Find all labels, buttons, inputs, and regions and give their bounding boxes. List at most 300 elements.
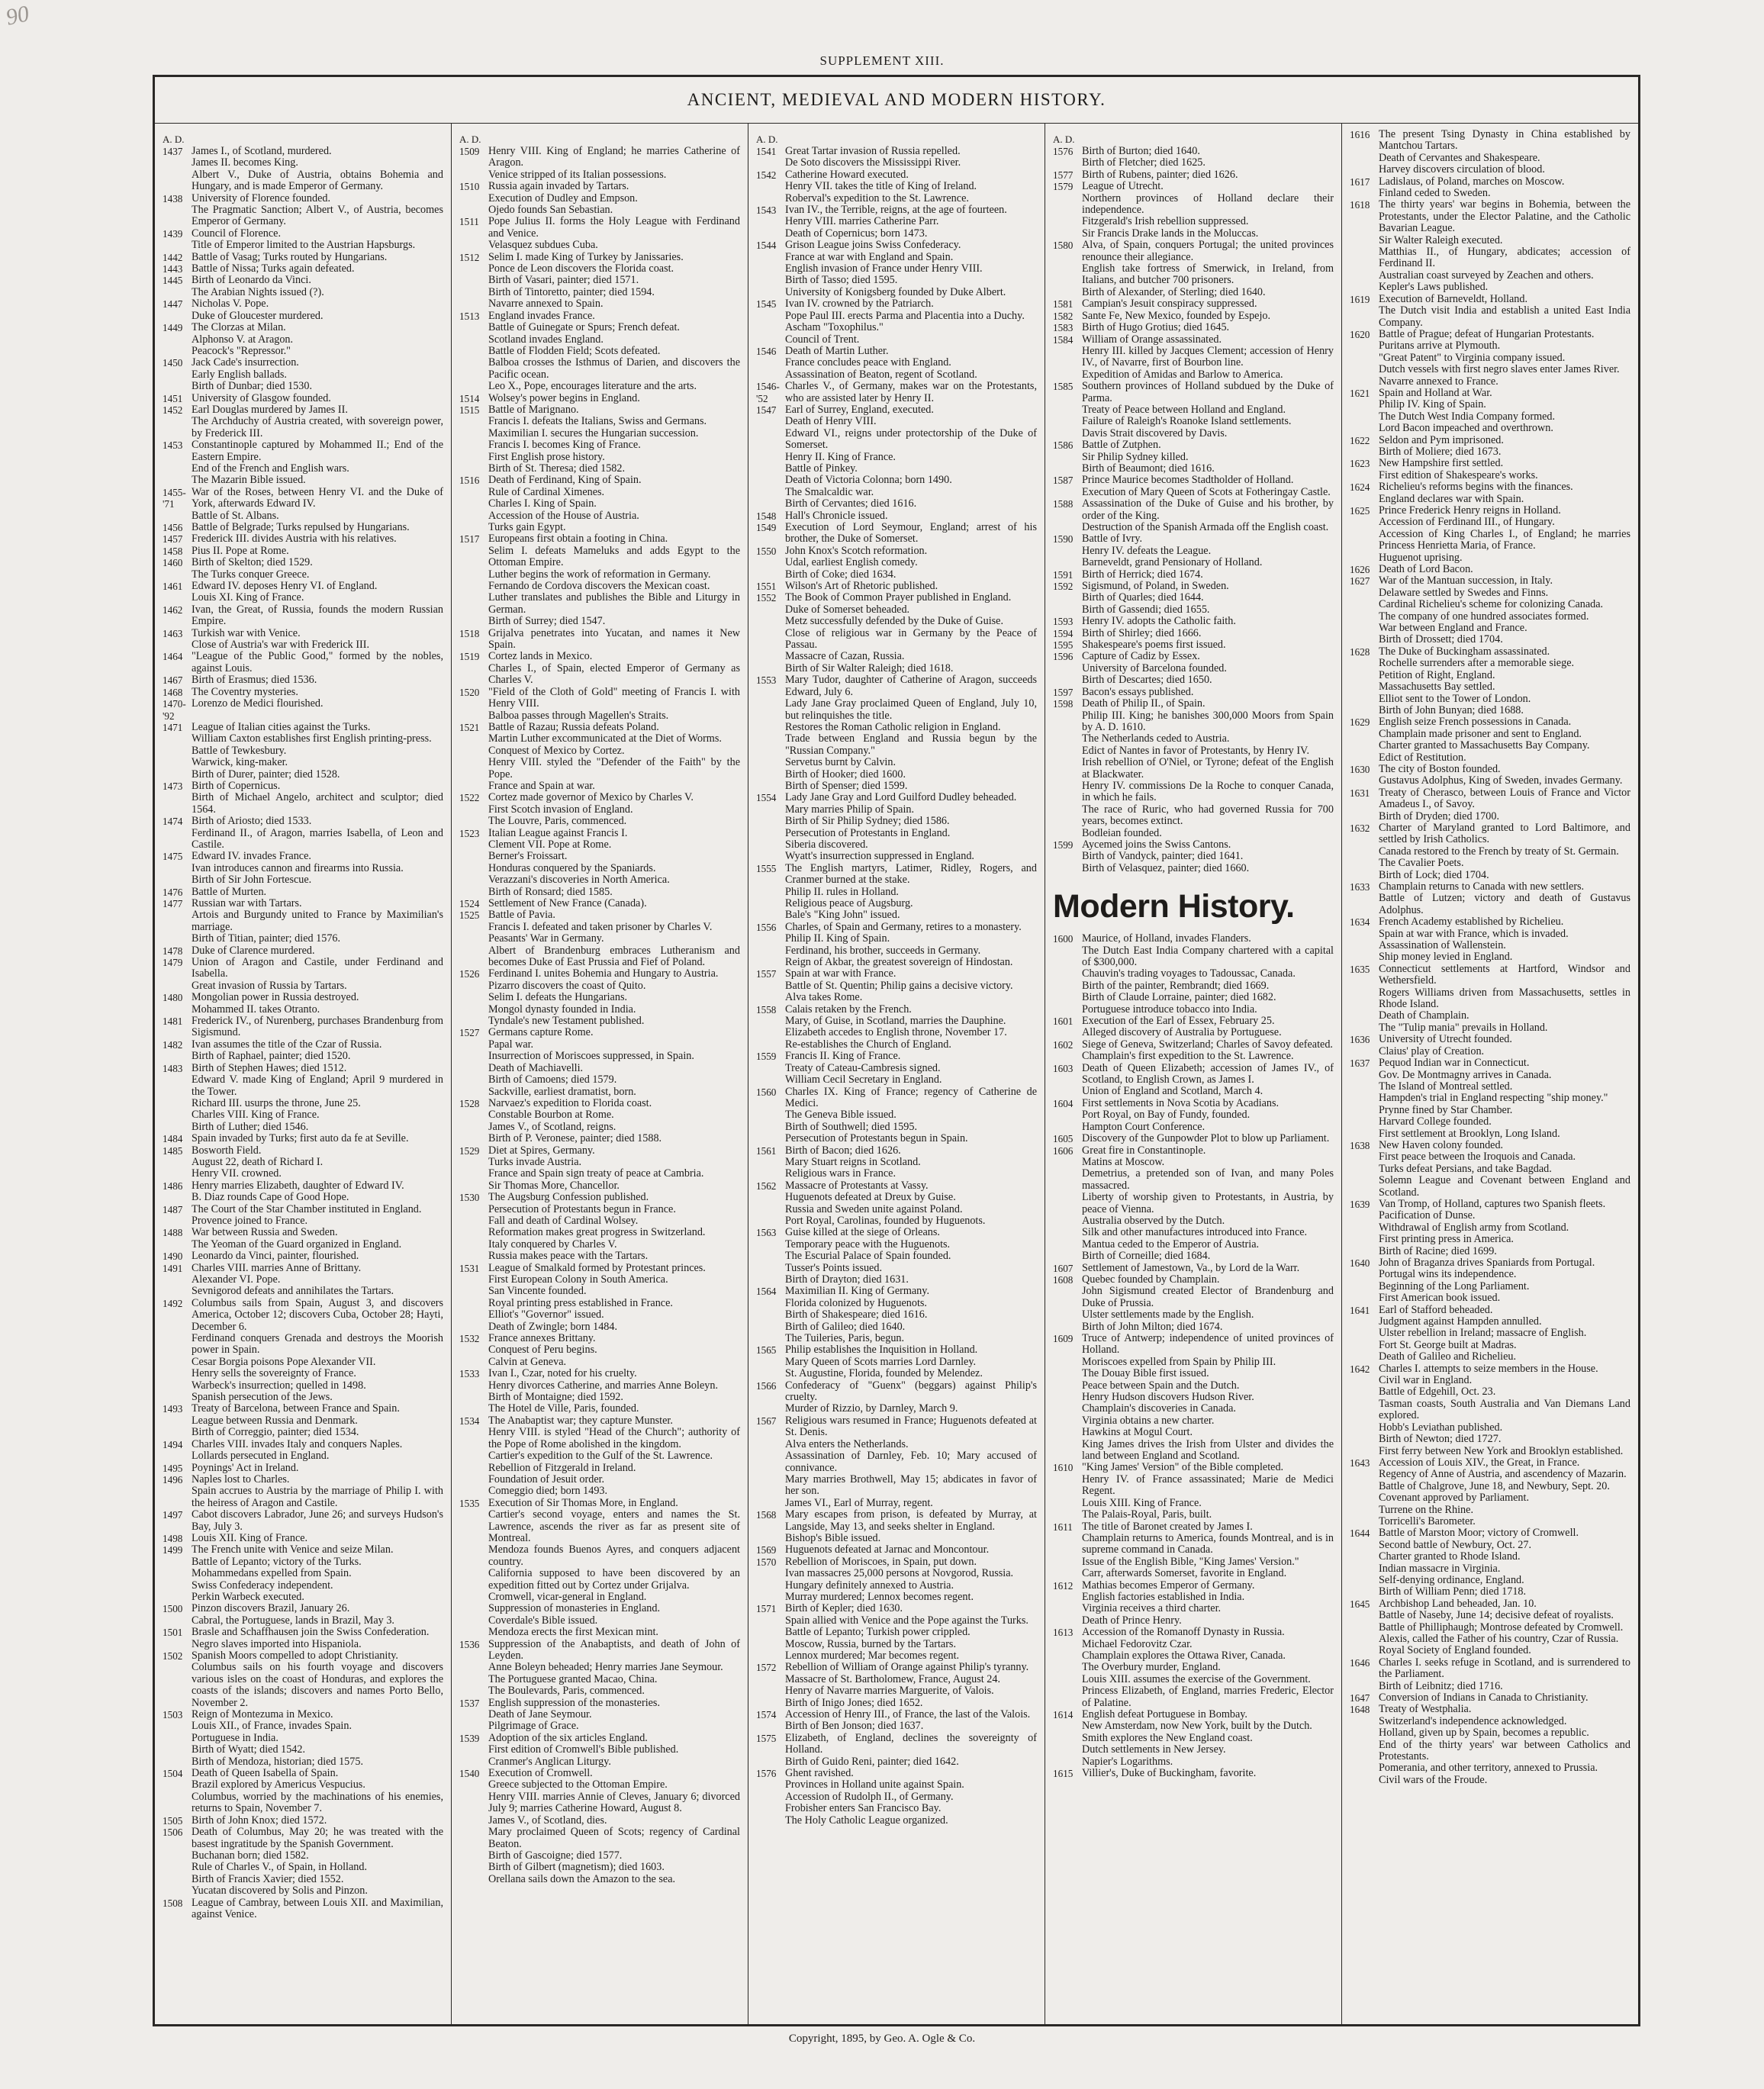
entry-year bbox=[756, 416, 785, 427]
entry-text: Birth of Shirley; died 1666. bbox=[1082, 626, 1202, 639]
entry-text: Henry VII. crowned. bbox=[192, 1167, 282, 1180]
entry-year bbox=[459, 1357, 488, 1368]
page-number: 90 bbox=[3, 1, 31, 31]
entry-text: Mendoza erects the first Mexican mint. bbox=[488, 1626, 658, 1639]
history-entry bbox=[1053, 546, 1334, 557]
history-entry bbox=[756, 263, 1037, 275]
entry-text: Michael Fedorovitz Czar. bbox=[1082, 1637, 1193, 1650]
history-entry bbox=[1053, 1333, 1334, 1357]
entry-year bbox=[459, 1157, 488, 1168]
entry-text: The Duke of Buckingham assassinated. bbox=[1379, 645, 1550, 658]
history-entry bbox=[163, 1733, 443, 1744]
history-entry bbox=[459, 1192, 740, 1203]
entry-text: Conversion of Indians in Canada to Christianity. bbox=[1379, 1691, 1589, 1704]
history-entry bbox=[163, 275, 443, 286]
history-entry bbox=[1350, 1151, 1630, 1163]
history-entry bbox=[756, 1650, 1037, 1662]
entry-text: Mongolian power in Russia destroyed. bbox=[192, 991, 359, 1004]
entry-text: Lady Jane Gray proclaimed Queen of England, July 10, but relinquishes the title. bbox=[785, 697, 1037, 722]
history-entry bbox=[1053, 1227, 1334, 1238]
history-entry bbox=[1053, 475, 1334, 486]
entry-text: Birth of Montaigne; died 1592. bbox=[488, 1391, 623, 1404]
entry-year bbox=[1053, 1509, 1082, 1521]
entry-text: Religious peace of Augsburg. bbox=[785, 897, 913, 909]
history-entry bbox=[163, 522, 443, 533]
history-entry bbox=[1053, 311, 1334, 322]
entry-year bbox=[1350, 1081, 1379, 1093]
entry-year: 1604 bbox=[1053, 1097, 1074, 1109]
entry-text: Birth of Surrey; died 1547. bbox=[488, 615, 606, 628]
history-entry bbox=[1350, 1210, 1630, 1222]
history-entry bbox=[163, 1168, 443, 1180]
entry-text: Close of Austria's war with Frederick III. bbox=[192, 639, 370, 652]
history-entry bbox=[756, 604, 1037, 616]
history-entry bbox=[1350, 623, 1630, 634]
entry-text: Port Royal, on Bay of Fundy, founded. bbox=[1082, 1109, 1251, 1122]
entry-text: Rule of Cardinal Ximenes. bbox=[488, 485, 605, 498]
history-entry bbox=[459, 1498, 740, 1509]
entry-text: Birth of Tasso; died 1595. bbox=[785, 274, 898, 287]
entry-year: 1607 bbox=[1053, 1262, 1074, 1274]
history-entry bbox=[1350, 446, 1630, 458]
entry-year bbox=[1350, 529, 1379, 552]
entry-text: Birth of Quarles; died 1644. bbox=[1082, 591, 1204, 604]
entry-year bbox=[1350, 153, 1379, 164]
entry-year bbox=[1053, 1309, 1082, 1321]
entry-text: Birth of Titian, painter; died 1576. bbox=[192, 932, 341, 945]
history-entry bbox=[163, 569, 443, 581]
history-entry bbox=[1053, 1109, 1334, 1121]
entry-text: Assassination of the Duke of Guise and his brother, by order of the King. bbox=[1082, 497, 1334, 522]
history-entry bbox=[1350, 1692, 1630, 1704]
entry-year: 1468 bbox=[163, 686, 183, 698]
entry-text: Balboa passes through Magellen's Straits. bbox=[488, 709, 669, 722]
entry-text: First ferry between New York and Brooklyn established. bbox=[1379, 1444, 1624, 1457]
history-entry bbox=[163, 592, 443, 604]
entry-text: Self-denying ordinance, England. bbox=[1379, 1573, 1524, 1586]
history-entry bbox=[756, 1662, 1037, 1673]
entry-year: 1475 bbox=[163, 851, 183, 863]
entry-text: Shakespeare's poems first issued. bbox=[1082, 639, 1226, 652]
entry-text: Discovery of the Gunpowder Plot to blow up Parliament. bbox=[1082, 1132, 1330, 1145]
entry-text: Louis XII., of France, invades Spain. bbox=[192, 1720, 352, 1733]
entry-year: 1587 bbox=[1053, 475, 1074, 487]
history-entry bbox=[1053, 592, 1334, 604]
entry-year bbox=[1053, 428, 1082, 439]
history-entry bbox=[1350, 1328, 1630, 1339]
entry-text: Birth of Sir Philip Sydney; died 1586. bbox=[785, 815, 950, 828]
entry-text: Cabot discovers Labrador, June 26; and surveys Hudson's Bay, July 3. bbox=[192, 1508, 443, 1533]
entry-text: Rebellion of Moriscoes, in Spain, put down. bbox=[785, 1555, 977, 1568]
entry-text: The race of Ruric, who had governed Russia for 700 years, becomes extinct. bbox=[1082, 803, 1334, 828]
history-entry bbox=[1350, 1622, 1630, 1634]
history-entry bbox=[459, 1145, 740, 1157]
entry-year: 1606 bbox=[1053, 1144, 1074, 1157]
entry-text: Birth of Rubens, painter; died 1626. bbox=[1082, 168, 1238, 181]
history-entry bbox=[1350, 376, 1630, 388]
history-entry bbox=[756, 1357, 1037, 1368]
history-entry bbox=[163, 1744, 443, 1756]
history-entry bbox=[163, 439, 443, 463]
entry-year bbox=[1350, 1292, 1379, 1304]
entry-year bbox=[459, 1627, 488, 1638]
entry-year bbox=[1053, 804, 1082, 828]
history-entry bbox=[756, 909, 1037, 921]
history-entry bbox=[756, 569, 1037, 581]
history-entry bbox=[163, 1768, 443, 1779]
entry-year bbox=[163, 1215, 192, 1227]
entry-text: Sir Walter Raleigh executed. bbox=[1379, 233, 1503, 246]
entry-year bbox=[1053, 287, 1082, 298]
history-entry bbox=[1350, 822, 1630, 846]
history-entry bbox=[756, 1063, 1037, 1074]
entry-year: 1530 bbox=[459, 1192, 480, 1204]
history-entry bbox=[1350, 1164, 1630, 1175]
entry-year bbox=[1350, 1246, 1379, 1257]
history-entry bbox=[163, 1463, 443, 1474]
entry-text: Spain at war with France, which is invaded. bbox=[1379, 927, 1569, 940]
entry-text: Birth of Mendoza, historian; died 1575. bbox=[192, 1755, 363, 1768]
entry-text: Henry IV. commissions De la Roche to conquer Canada, in which he fails. bbox=[1082, 779, 1334, 804]
entry-text: Selim I. defeats the Hungarians. bbox=[488, 991, 628, 1004]
history-entry bbox=[163, 228, 443, 240]
entry-year bbox=[1350, 1610, 1379, 1621]
entry-text: Henry of Navarre marries Marguerite, of Valois. bbox=[785, 1685, 994, 1698]
history-entry bbox=[756, 1556, 1037, 1568]
history-entry bbox=[459, 193, 740, 204]
entry-year bbox=[459, 498, 488, 510]
history-entry bbox=[1053, 663, 1334, 674]
entry-text: Charles VIII. invades Italy and conquers Naples. bbox=[192, 1437, 403, 1450]
entry-text: Ship money levied in England. bbox=[1379, 951, 1513, 964]
entry-text: English take fortress of Smerwick, in Ireland, from Italians, and butcher 700 prisoners. bbox=[1082, 262, 1334, 287]
entry-text: Turks defeat Persians, and take Bagdad. bbox=[1379, 1162, 1552, 1175]
entry-year bbox=[163, 592, 192, 604]
entry-year bbox=[459, 1239, 488, 1251]
history-entry bbox=[163, 346, 443, 357]
entry-year bbox=[756, 1592, 785, 1603]
entry-year bbox=[163, 1368, 192, 1379]
history-entry bbox=[1053, 369, 1334, 381]
entry-year: 1532 bbox=[459, 1333, 480, 1345]
entry-year bbox=[1350, 1340, 1379, 1351]
entry-year bbox=[756, 157, 785, 169]
entry-year bbox=[1350, 1269, 1379, 1280]
entry-text: Charles I. King of Spain. bbox=[488, 497, 597, 510]
history-entry bbox=[1053, 628, 1334, 639]
history-entry bbox=[163, 828, 443, 851]
entry-text: Maximilian I. secures the Hungarian succession. bbox=[488, 426, 699, 439]
entry-year bbox=[459, 1286, 488, 1297]
entry-text: Conquest of Mexico by Cortez. bbox=[488, 744, 625, 757]
entry-text: The city of Boston founded. bbox=[1379, 762, 1501, 775]
entry-year: 1523 bbox=[459, 827, 480, 839]
history-entry bbox=[756, 322, 1037, 333]
history-entry bbox=[1053, 1568, 1334, 1579]
history-entry bbox=[163, 1627, 443, 1638]
entry-year bbox=[1350, 775, 1379, 787]
entry-year bbox=[1350, 1234, 1379, 1245]
history-entry bbox=[459, 263, 740, 275]
entry-year bbox=[1350, 729, 1379, 740]
entry-text: Hungary definitely annexed to Austria. bbox=[785, 1579, 954, 1592]
entry-year bbox=[756, 228, 785, 240]
history-entry bbox=[1053, 452, 1334, 463]
entry-text: Scotland invades England. bbox=[488, 333, 604, 346]
entry-year: 1509 bbox=[459, 146, 480, 157]
entry-year bbox=[163, 1004, 192, 1016]
entry-text: League between Russia and Denmark. bbox=[192, 1414, 358, 1427]
entry-text: Turrene on the Rhine. bbox=[1379, 1503, 1473, 1516]
history-entry bbox=[1350, 1740, 1630, 1763]
entry-year bbox=[756, 487, 785, 498]
entry-year bbox=[459, 546, 488, 569]
entry-year: 1568 bbox=[756, 1509, 777, 1521]
entry-text: Birth of Shakespeare; died 1616. bbox=[785, 1308, 928, 1321]
history-entry bbox=[1053, 698, 1334, 710]
history-entry bbox=[459, 1733, 740, 1744]
entry-text: Kepler's Laws published. bbox=[1379, 281, 1489, 294]
history-entry bbox=[1053, 1286, 1334, 1309]
entry-text: Verazzani's discoveries in North America. bbox=[488, 874, 670, 887]
history-entry bbox=[163, 1239, 443, 1251]
entry-text: Elizabeth, of England, declines the sovereignty of Holland. bbox=[785, 1731, 1037, 1756]
entry-text: Reign of Akbar, the greatest sovereign of Hindostan. bbox=[785, 956, 1013, 969]
history-entry bbox=[756, 898, 1037, 909]
entry-year bbox=[756, 1756, 785, 1768]
entry-text: Execution of Dudley and Empson. bbox=[488, 192, 638, 204]
entry-text: Birth of Gascoigne; died 1577. bbox=[488, 1849, 623, 1862]
entry-text: Sackville, earliest dramatist, born. bbox=[488, 1085, 636, 1098]
entry-year bbox=[459, 1509, 488, 1544]
entry-text: Venice stripped of its Italian possessions. bbox=[488, 168, 667, 181]
entry-year bbox=[1053, 1122, 1082, 1133]
entry-text: Birth of Skelton; died 1529. bbox=[192, 556, 313, 569]
entry-year bbox=[756, 1474, 785, 1498]
entry-year bbox=[163, 1874, 192, 1885]
history-entry bbox=[1053, 1592, 1334, 1603]
entry-text: New Haven colony founded. bbox=[1379, 1138, 1504, 1151]
entry-text: Philip II. rules in Holland. bbox=[785, 885, 899, 898]
history-entry bbox=[1350, 1340, 1630, 1351]
entry-year bbox=[1350, 858, 1379, 869]
entry-text: The Dutch visit India and establish a united East India Company. bbox=[1379, 304, 1630, 329]
history-entry bbox=[1053, 1192, 1334, 1215]
history-entry bbox=[1053, 1556, 1334, 1568]
entry-text: The Hotel de Ville, Paris, founded. bbox=[488, 1402, 639, 1415]
entry-year: 1534 bbox=[459, 1415, 480, 1427]
entry-text: Calais retaken by the French. bbox=[785, 1003, 912, 1016]
entry-year: 1641 bbox=[1350, 1304, 1370, 1316]
entry-text: Spanish persecution of the Jews. bbox=[192, 1391, 333, 1404]
entry-year bbox=[1350, 1093, 1379, 1104]
history-entry bbox=[1350, 1727, 1630, 1739]
entry-year bbox=[1053, 1498, 1082, 1509]
entry-text: King James drives the Irish from Ulster and divides the land between England and Scotland. bbox=[1082, 1437, 1334, 1463]
history-entry bbox=[1350, 881, 1630, 893]
history-entry bbox=[163, 263, 443, 275]
entry-text: Northern provinces of Holland declare their independence. bbox=[1082, 192, 1334, 217]
entry-text: Royal printing press established in France. bbox=[488, 1296, 673, 1309]
entry-year bbox=[1350, 929, 1379, 940]
history-entry bbox=[1053, 757, 1334, 781]
entry-text: Massacre of Protestants at Vassy. bbox=[785, 1179, 929, 1192]
history-entry bbox=[459, 322, 740, 333]
history-entry bbox=[459, 922, 740, 933]
entry-year: 1632 bbox=[1350, 822, 1370, 834]
entry-year bbox=[459, 804, 488, 816]
entry-text: Rochelle surrenders after a memorable siege. bbox=[1379, 657, 1575, 670]
entry-text: Louis XIII. assumes the exercise of the Government. bbox=[1082, 1672, 1311, 1685]
entry-text: The Holy Catholic League organized. bbox=[785, 1814, 948, 1827]
entry-text: Alva takes Rome. bbox=[785, 991, 863, 1004]
entry-text: Earl of Stafford beheaded. bbox=[1379, 1303, 1493, 1316]
entry-text: Fernando de Cordova discovers the Mexican coast. bbox=[488, 580, 710, 593]
history-entry bbox=[756, 839, 1037, 851]
entry-year: 1487 bbox=[163, 1203, 183, 1215]
history-entry bbox=[163, 287, 443, 298]
entry-year bbox=[756, 1803, 785, 1814]
entry-year: 1563 bbox=[756, 1227, 777, 1239]
history-entry bbox=[1053, 1462, 1334, 1473]
entry-text: Cartier's expedition to the Gulf of the St. Lawrence. bbox=[488, 1450, 713, 1463]
entry-text: English factories established in India. bbox=[1082, 1590, 1245, 1603]
entry-year bbox=[756, 1274, 785, 1286]
entry-text: New Amsterdam, now New York, built by the Dutch. bbox=[1082, 1720, 1312, 1733]
history-entry bbox=[756, 522, 1037, 546]
entry-text: Battle of Pavia. bbox=[488, 909, 555, 922]
history-entry bbox=[459, 1485, 740, 1497]
history-entry bbox=[1350, 1316, 1630, 1328]
history-entry bbox=[1053, 616, 1334, 627]
history-entry bbox=[163, 169, 443, 193]
history-entry bbox=[756, 1109, 1037, 1121]
entry-year bbox=[756, 1122, 785, 1133]
history-entry bbox=[756, 1016, 1037, 1027]
entry-text: Great Tartar invasion of Russia repelled. bbox=[785, 145, 961, 157]
history-entry bbox=[163, 546, 443, 557]
history-entry bbox=[756, 792, 1037, 803]
entry-text: Edict of Nantes in favor of Protestants, by Henry IV. bbox=[1082, 744, 1310, 757]
entry-text: Battle of Lepanto; victory of the Turks. bbox=[192, 1555, 362, 1568]
entry-year bbox=[1350, 246, 1379, 270]
entry-text: Lorenzo de Medici flourished. bbox=[192, 697, 324, 710]
history-entry bbox=[756, 1380, 1037, 1404]
entry-text: Mathias becomes Emperor of Germany. bbox=[1082, 1579, 1255, 1592]
history-entry bbox=[1350, 1551, 1630, 1563]
history-entry bbox=[1350, 129, 1630, 153]
entry-text: Ferdinand, his brother, succeeds in Germany. bbox=[785, 944, 981, 957]
entry-text: The Dutch West India Company formed. bbox=[1379, 410, 1556, 423]
entry-text: War between England and France. bbox=[1379, 622, 1527, 635]
entry-year bbox=[459, 1791, 488, 1815]
entry-year bbox=[163, 169, 192, 193]
entry-text: The Escurial Palace of Spain founded. bbox=[785, 1250, 951, 1263]
entry-year: 1605 bbox=[1053, 1133, 1074, 1145]
entry-year bbox=[1053, 522, 1082, 533]
history-entry bbox=[1053, 1720, 1334, 1732]
entry-text: Liberty of worship given to Protestants, in Austria, by peace of Vienna. bbox=[1082, 1191, 1334, 1215]
entry-year bbox=[459, 463, 488, 475]
entry-text: End of the French and English wars. bbox=[192, 462, 349, 475]
entry-text: Birth of Gassendi; died 1655. bbox=[1082, 603, 1210, 616]
entry-text: John of Braganza drives Spaniards from Portugal. bbox=[1379, 1257, 1595, 1269]
entry-text: Settlement of New France (Canada). bbox=[488, 897, 647, 909]
history-entry bbox=[1350, 599, 1630, 610]
entry-text: "Field of the Cloth of Gold" meeting of Francis I. with Henry VIII. bbox=[488, 685, 740, 710]
history-entry bbox=[163, 557, 443, 568]
history-entry bbox=[1350, 458, 1630, 469]
entry-text: Villier's, Duke of Buckingham, favorite. bbox=[1082, 1767, 1257, 1780]
entry-text: Pequod Indian war in Connecticut. bbox=[1379, 1057, 1530, 1070]
history-entry bbox=[1350, 1363, 1630, 1375]
entry-year bbox=[1350, 1175, 1379, 1199]
history-entry bbox=[459, 1450, 740, 1462]
entry-text: Honduras conquered by the Spaniards. bbox=[488, 861, 656, 874]
entry-text: Negro slaves imported into Hispaniola. bbox=[192, 1637, 362, 1650]
entry-text: Turks invade Austria. bbox=[488, 1155, 582, 1168]
history-entry bbox=[1350, 1540, 1630, 1551]
entry-year: 1592 bbox=[1053, 581, 1074, 593]
history-entry bbox=[163, 1286, 443, 1297]
history-entry bbox=[756, 1709, 1037, 1720]
entry-text: Execution of Barneveldt, Holland. bbox=[1379, 292, 1528, 305]
history-entry bbox=[1350, 199, 1630, 234]
history-entry bbox=[1053, 1403, 1334, 1415]
banner-title: ANCIENT, MEDIEVAL AND MODERN HISTORY. bbox=[155, 77, 1638, 124]
history-entry bbox=[1350, 1399, 1630, 1422]
entry-text: Moscow, Russia, burned by the Tartars. bbox=[785, 1637, 956, 1650]
entry-text: Birth of John Milton; died 1674. bbox=[1082, 1320, 1223, 1333]
history-entry bbox=[459, 569, 740, 581]
entry-year: 1439 bbox=[163, 227, 183, 240]
history-entry bbox=[459, 1756, 740, 1768]
entry-year bbox=[756, 498, 785, 510]
entry-year: 1622 bbox=[1350, 434, 1370, 446]
history-entry bbox=[459, 992, 740, 1003]
history-entry bbox=[756, 1192, 1037, 1203]
history-entry bbox=[459, 1051, 740, 1062]
history-entry bbox=[756, 1779, 1037, 1791]
entry-year bbox=[459, 1168, 488, 1180]
history-entry bbox=[756, 769, 1037, 781]
entry-text: Mary Stuart reigns in Scotland. bbox=[785, 1155, 921, 1168]
history-entry bbox=[1053, 334, 1334, 346]
entry-year: 1483 bbox=[163, 1062, 183, 1074]
entry-year: 1601 bbox=[1053, 1016, 1074, 1028]
history-entry bbox=[1350, 987, 1630, 1011]
history-entry bbox=[1053, 1709, 1334, 1720]
history-entry bbox=[1053, 216, 1334, 227]
entry-year: 1525 bbox=[459, 909, 480, 922]
history-entry bbox=[756, 404, 1037, 416]
entry-year bbox=[1350, 1128, 1379, 1140]
entry-text: Martin Luther excommunicated at the Diet of Worms. bbox=[488, 732, 722, 745]
history-entry bbox=[1053, 980, 1334, 992]
entry-text: Bacon's essays published. bbox=[1082, 685, 1194, 698]
entry-year bbox=[163, 909, 192, 933]
history-entry bbox=[756, 181, 1037, 192]
copyright: Copyright, 1895, by Geo. A. Ogle & Co. bbox=[788, 2033, 976, 2045]
history-entry bbox=[1350, 564, 1630, 575]
entry-year: 1498 bbox=[163, 1532, 183, 1544]
entry-year bbox=[1053, 1157, 1082, 1168]
entry-text: Pinzon discovers Brazil, January 26. bbox=[192, 1602, 350, 1615]
history-entry bbox=[163, 311, 443, 322]
entry-text: Henry II. King of France. bbox=[785, 450, 896, 463]
history-entry bbox=[756, 204, 1037, 216]
entry-text: The Palais-Royal, Paris, built. bbox=[1082, 1508, 1212, 1521]
